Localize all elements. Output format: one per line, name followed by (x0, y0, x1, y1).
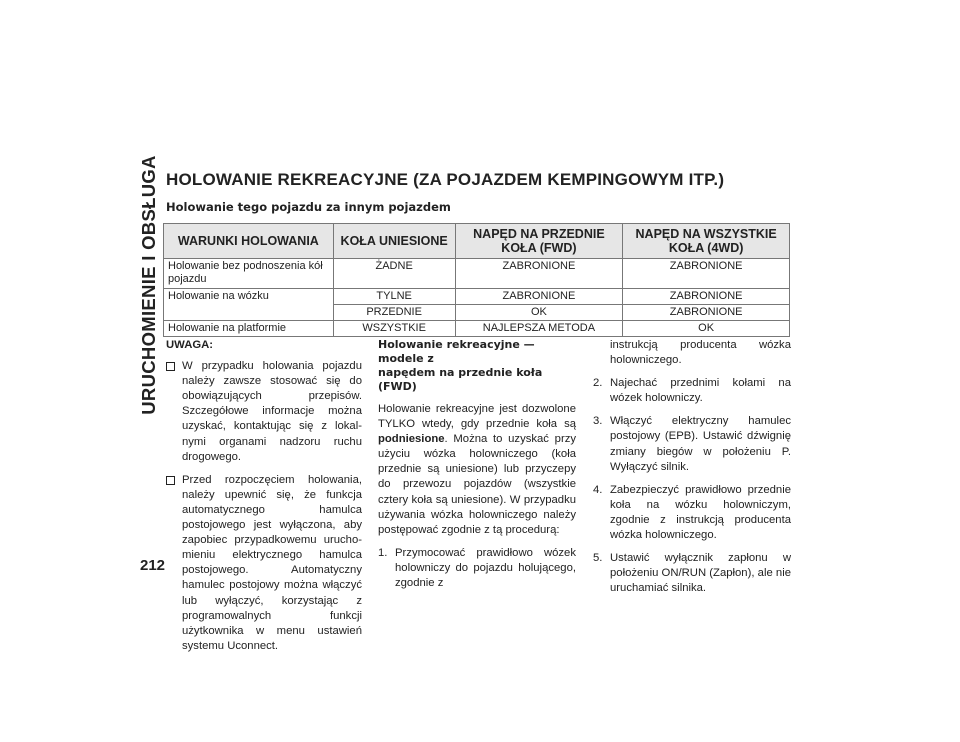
checkbox-bullet-icon (166, 362, 175, 371)
table-cell: Holowanie na platformie (164, 321, 334, 337)
section-subtitle: Holowanie tego pojazdu za innym pojazdem (166, 200, 451, 214)
towing-table (163, 223, 790, 337)
table-cell: ZABRONIONE (455, 259, 623, 289)
step-text: Przymocować prawidłowo wózek holowniczy do pojazdu holującego, zgodnie z (395, 546, 576, 590)
table-cell: OK (455, 305, 623, 321)
section-title: HOLOWANIE REKREACYJNE (ZA POJAZDEM KEMPINGOWYM ITP.) (166, 170, 725, 189)
table-header: NAPĘD NA PRZEDNIE KOŁA (FWD) (455, 224, 623, 259)
note-bullet (166, 473, 362, 654)
table-cell (164, 305, 334, 321)
step-number: 3. (593, 415, 603, 428)
procedure-step (593, 414, 791, 474)
fwd-heading-line: napędem na przednie koła (FWD) (378, 366, 543, 393)
procedure-step (593, 551, 791, 596)
fwd-intro (378, 402, 576, 538)
note-column (166, 338, 362, 662)
table-cell: PRZEDNIE (333, 305, 455, 321)
fwd-intro-bold: podniesione (378, 433, 445, 446)
table-cell: WSZYSTKIE (333, 321, 455, 337)
step-number: 2. (593, 377, 603, 390)
side-chapter-label: URUCHOMIENIE I OBSŁUGA (138, 155, 159, 415)
step-text: Włączyć elektryczny hamulec postojowy (EPB). Ustawić dźwignię zmiany biegów w położeniu P. Wyłączyć silnik. (610, 415, 791, 473)
page-number: 212 (140, 557, 166, 574)
note-bullet-text: W przypadku holowania pojazdu należy zawsze stosować się do obowiązujących przepisów. Szczegółowe informacje można uzyskać, kontaktując się z lokalnymi organami nadzoru ruchu drogowego. (182, 360, 362, 463)
table-header: KOŁA UNIESIONE (333, 224, 455, 259)
side-chapter-tab (134, 155, 164, 415)
step-number: 5. (593, 552, 603, 565)
step-text: Najechać przednimi kołami na wózek holowniczy. (610, 377, 791, 405)
step-number: 1. (378, 546, 388, 559)
procedure-step (378, 546, 576, 591)
table-row (164, 321, 790, 337)
checkbox-bullet-icon (166, 476, 175, 485)
table-cell: ZABRONIONE (623, 305, 790, 321)
table-cell: ZABRONIONE (455, 289, 623, 305)
table-header-row (164, 224, 790, 259)
table-row (164, 259, 790, 289)
note-bullet-text: Przed rozpoczęciem holowania, należy upewnić się, że funkcja automatycznego hamulca postojowego jest wyłączona, aby zapobiec przypadkowemu uruchomieniu elektrycznego hamulca postojowego. Automatyczny hamulec postojowy można włączyć lub wyłączyć, korzystając z programowalnych funkcji użytkownika w menu ustawień systemu Uconnect. (182, 473, 362, 652)
step-continuation: instrukcją producenta wózka holowniczego. (610, 339, 791, 367)
table-header: WARUNKI HOLOWANIA (164, 224, 334, 259)
table-cell: NAJLEPSZA METODA (455, 321, 623, 337)
fwd-column (378, 338, 576, 599)
table-cell: ZABRONIONE (623, 289, 790, 305)
table-cell: TYLNE (333, 289, 455, 305)
procedure-step (593, 483, 791, 543)
fwd-heading-line: Holowanie rekreacyjne — modele z (378, 338, 535, 365)
fwd-intro-text: . Można to uzyskać przy użyciu wózka holowniczego (koła przednie są uniesione) lub przyczepy do przewozu pojazdów (wszystkie cztery koła są uniesione). W przypadku używania wózka holowniczego należy postępować zgodnie z tą procedurą: (378, 433, 576, 536)
table-cell: OK (623, 321, 790, 337)
fwd-intro-text: Holowanie rekreacyjne jest dozwolone TYLKO wtedy, gdy przednie koła są (378, 403, 576, 431)
table-header: NAPĘD NA WSZYSTKIE KOŁA (4WD) (623, 224, 790, 259)
step-text: Zabezpieczyć prawidłowo przednie koła na wózku holowniczym, zgodnie z instrukcją producenta wózka holowniczego. (610, 483, 791, 542)
step-number: 4. (593, 483, 603, 496)
table-row (164, 305, 790, 321)
table-cell: Holowanie bez podnoszenia kół pojazdu (164, 259, 334, 289)
note-bullet (166, 359, 362, 465)
table-cell: Holowanie na wózku (164, 289, 334, 305)
step-text: Ustawić wyłącznik zapłonu w położeniu ON/RUN (Zapłon), ale nie uruchamiać silnika. (610, 552, 791, 595)
table-row (164, 289, 790, 305)
table-cell: ZABRONIONE (623, 259, 790, 289)
procedure-step (593, 376, 791, 406)
steps-column (593, 338, 791, 604)
note-heading: UWAGA: (166, 339, 214, 351)
fwd-heading (378, 338, 576, 394)
table-cell: ŻADNE (333, 259, 455, 289)
